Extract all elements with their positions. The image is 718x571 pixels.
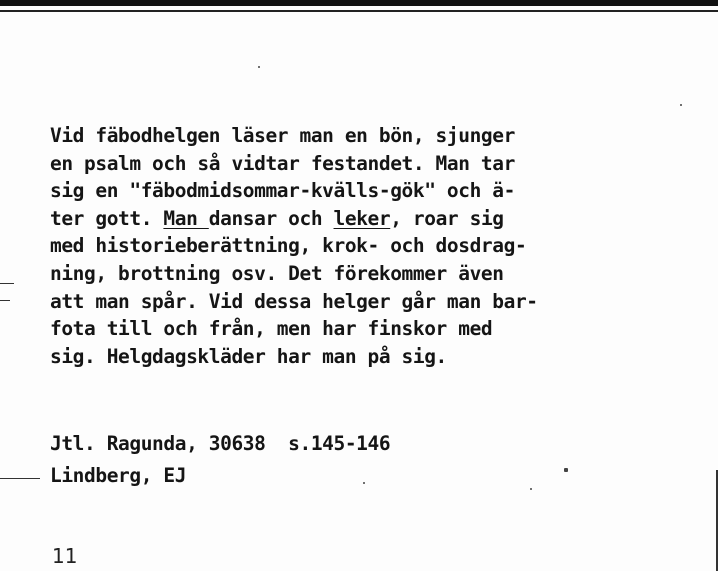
text-fragment: ter gott. — [50, 206, 164, 230]
left-margin-mark — [0, 283, 14, 284]
text-line: fota till och från, men har finskor med — [50, 317, 493, 341]
page-number: 11 — [52, 544, 78, 568]
top-border-line — [0, 10, 718, 12]
text-line: att man spår. Vid dessa helger går man bar- — [50, 289, 538, 313]
paper-speck — [530, 488, 532, 490]
top-border — [0, 0, 718, 6]
text-line-with-underlines — [50, 205, 538, 233]
text-fragment: , roar sig — [390, 206, 504, 230]
text-line: sig en "fäbodmidsommar-kvälls-gök" och ä- — [50, 179, 515, 203]
left-margin-mark — [0, 300, 10, 301]
body-paragraph — [50, 122, 538, 370]
source-reference: Jtl. Ragunda, 30638 s.145-146 — [50, 432, 391, 455]
underlined-word: leker — [333, 206, 391, 230]
paper-speck — [680, 104, 682, 106]
text-line: med historieberättning, krok- och dosdrag- — [50, 234, 527, 258]
underlined-word: Man — [163, 206, 209, 230]
author-reference: Lindberg, EJ — [50, 464, 187, 487]
text-line: sig. Helgdagskläder har man på sig. — [50, 344, 447, 368]
paper-speck — [258, 66, 260, 68]
text-fragment: dansar och — [208, 206, 334, 230]
text-line: en psalm och så vidtar festandet. Man tar — [50, 151, 515, 175]
reference-block — [50, 428, 390, 492]
text-line: Vid fäbodhelgen läser man en bön, sjunger — [50, 124, 515, 147]
left-margin-mark — [0, 478, 40, 479]
paper-speck — [564, 468, 568, 472]
text-line: ning, brottning osv. Det förekommer även — [50, 261, 504, 285]
